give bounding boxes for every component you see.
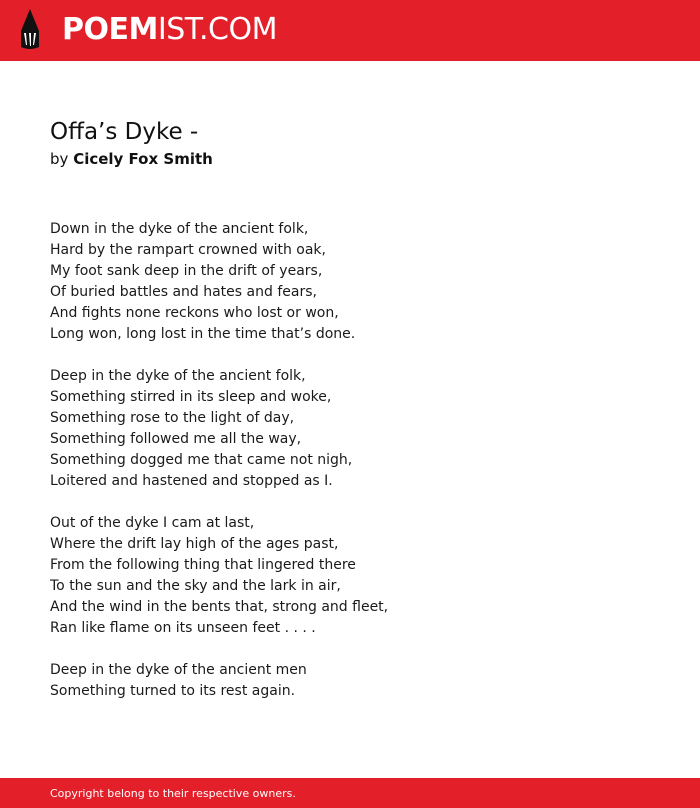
poem-line: And fights none reckons who lost or won,	[50, 305, 339, 321]
poem-author: Cicely Fox Smith	[73, 150, 213, 168]
brand-light-text: IST.COM	[157, 12, 277, 47]
pencil-tip-icon	[18, 9, 42, 51]
poem-body	[50, 219, 650, 723]
site-header	[0, 0, 700, 61]
poem-line: Down in the dyke of the ancient folk,	[50, 221, 309, 237]
by-label: by	[50, 150, 69, 168]
poem-line: Loitered and hastened and stopped as I.	[50, 473, 333, 489]
poem-line: Something turned to its rest again.	[50, 683, 296, 699]
poem-line: And the wind in the bents that, strong and fleet,	[50, 599, 389, 615]
brand-bold-text: POEM	[62, 12, 158, 47]
poem-line: Of buried battles and hates and fears,	[50, 284, 317, 300]
poem-line: From the following thing that lingered there	[50, 557, 356, 573]
poem-line: My foot sank deep in the drift of years,	[50, 263, 323, 279]
poem-byline	[50, 149, 213, 169]
poem-line: Long won, long lost in the time that’s done.	[50, 326, 356, 342]
poem-line: Deep in the dyke of the ancient folk,	[50, 368, 306, 384]
poem-line: Ran like flame on its unseen feet . . . .	[50, 620, 316, 636]
poem-line: Deep in the dyke of the ancient men	[50, 662, 307, 678]
poem-stanza-1	[50, 219, 650, 345]
poem-line: Something followed me all the way,	[50, 431, 302, 447]
poem-title: Offa’s Dyke -	[50, 119, 199, 145]
poem-line: Out of the dyke I cam at last,	[50, 515, 255, 531]
poem-stanza-4	[50, 660, 650, 702]
poem-line: Where the drift lay high of the ages past,	[50, 536, 339, 552]
copyright-text: Copyright belong to their respective owners.	[50, 787, 296, 800]
site-logo-link[interactable]	[62, 12, 277, 48]
poem-line: Something dogged me that came not nigh,	[50, 452, 353, 468]
poem-stanza-2	[50, 366, 650, 492]
poem-line: To the sun and the sky and the lark in air,	[50, 578, 341, 594]
poem-line: Something rose to the light of day,	[50, 410, 295, 426]
poem-stanza-3	[50, 513, 650, 639]
poem-line: Something stirred in its sleep and woke,	[50, 389, 332, 405]
poem-line: Hard by the rampart crowned with oak,	[50, 242, 326, 258]
site-footer	[0, 778, 700, 808]
